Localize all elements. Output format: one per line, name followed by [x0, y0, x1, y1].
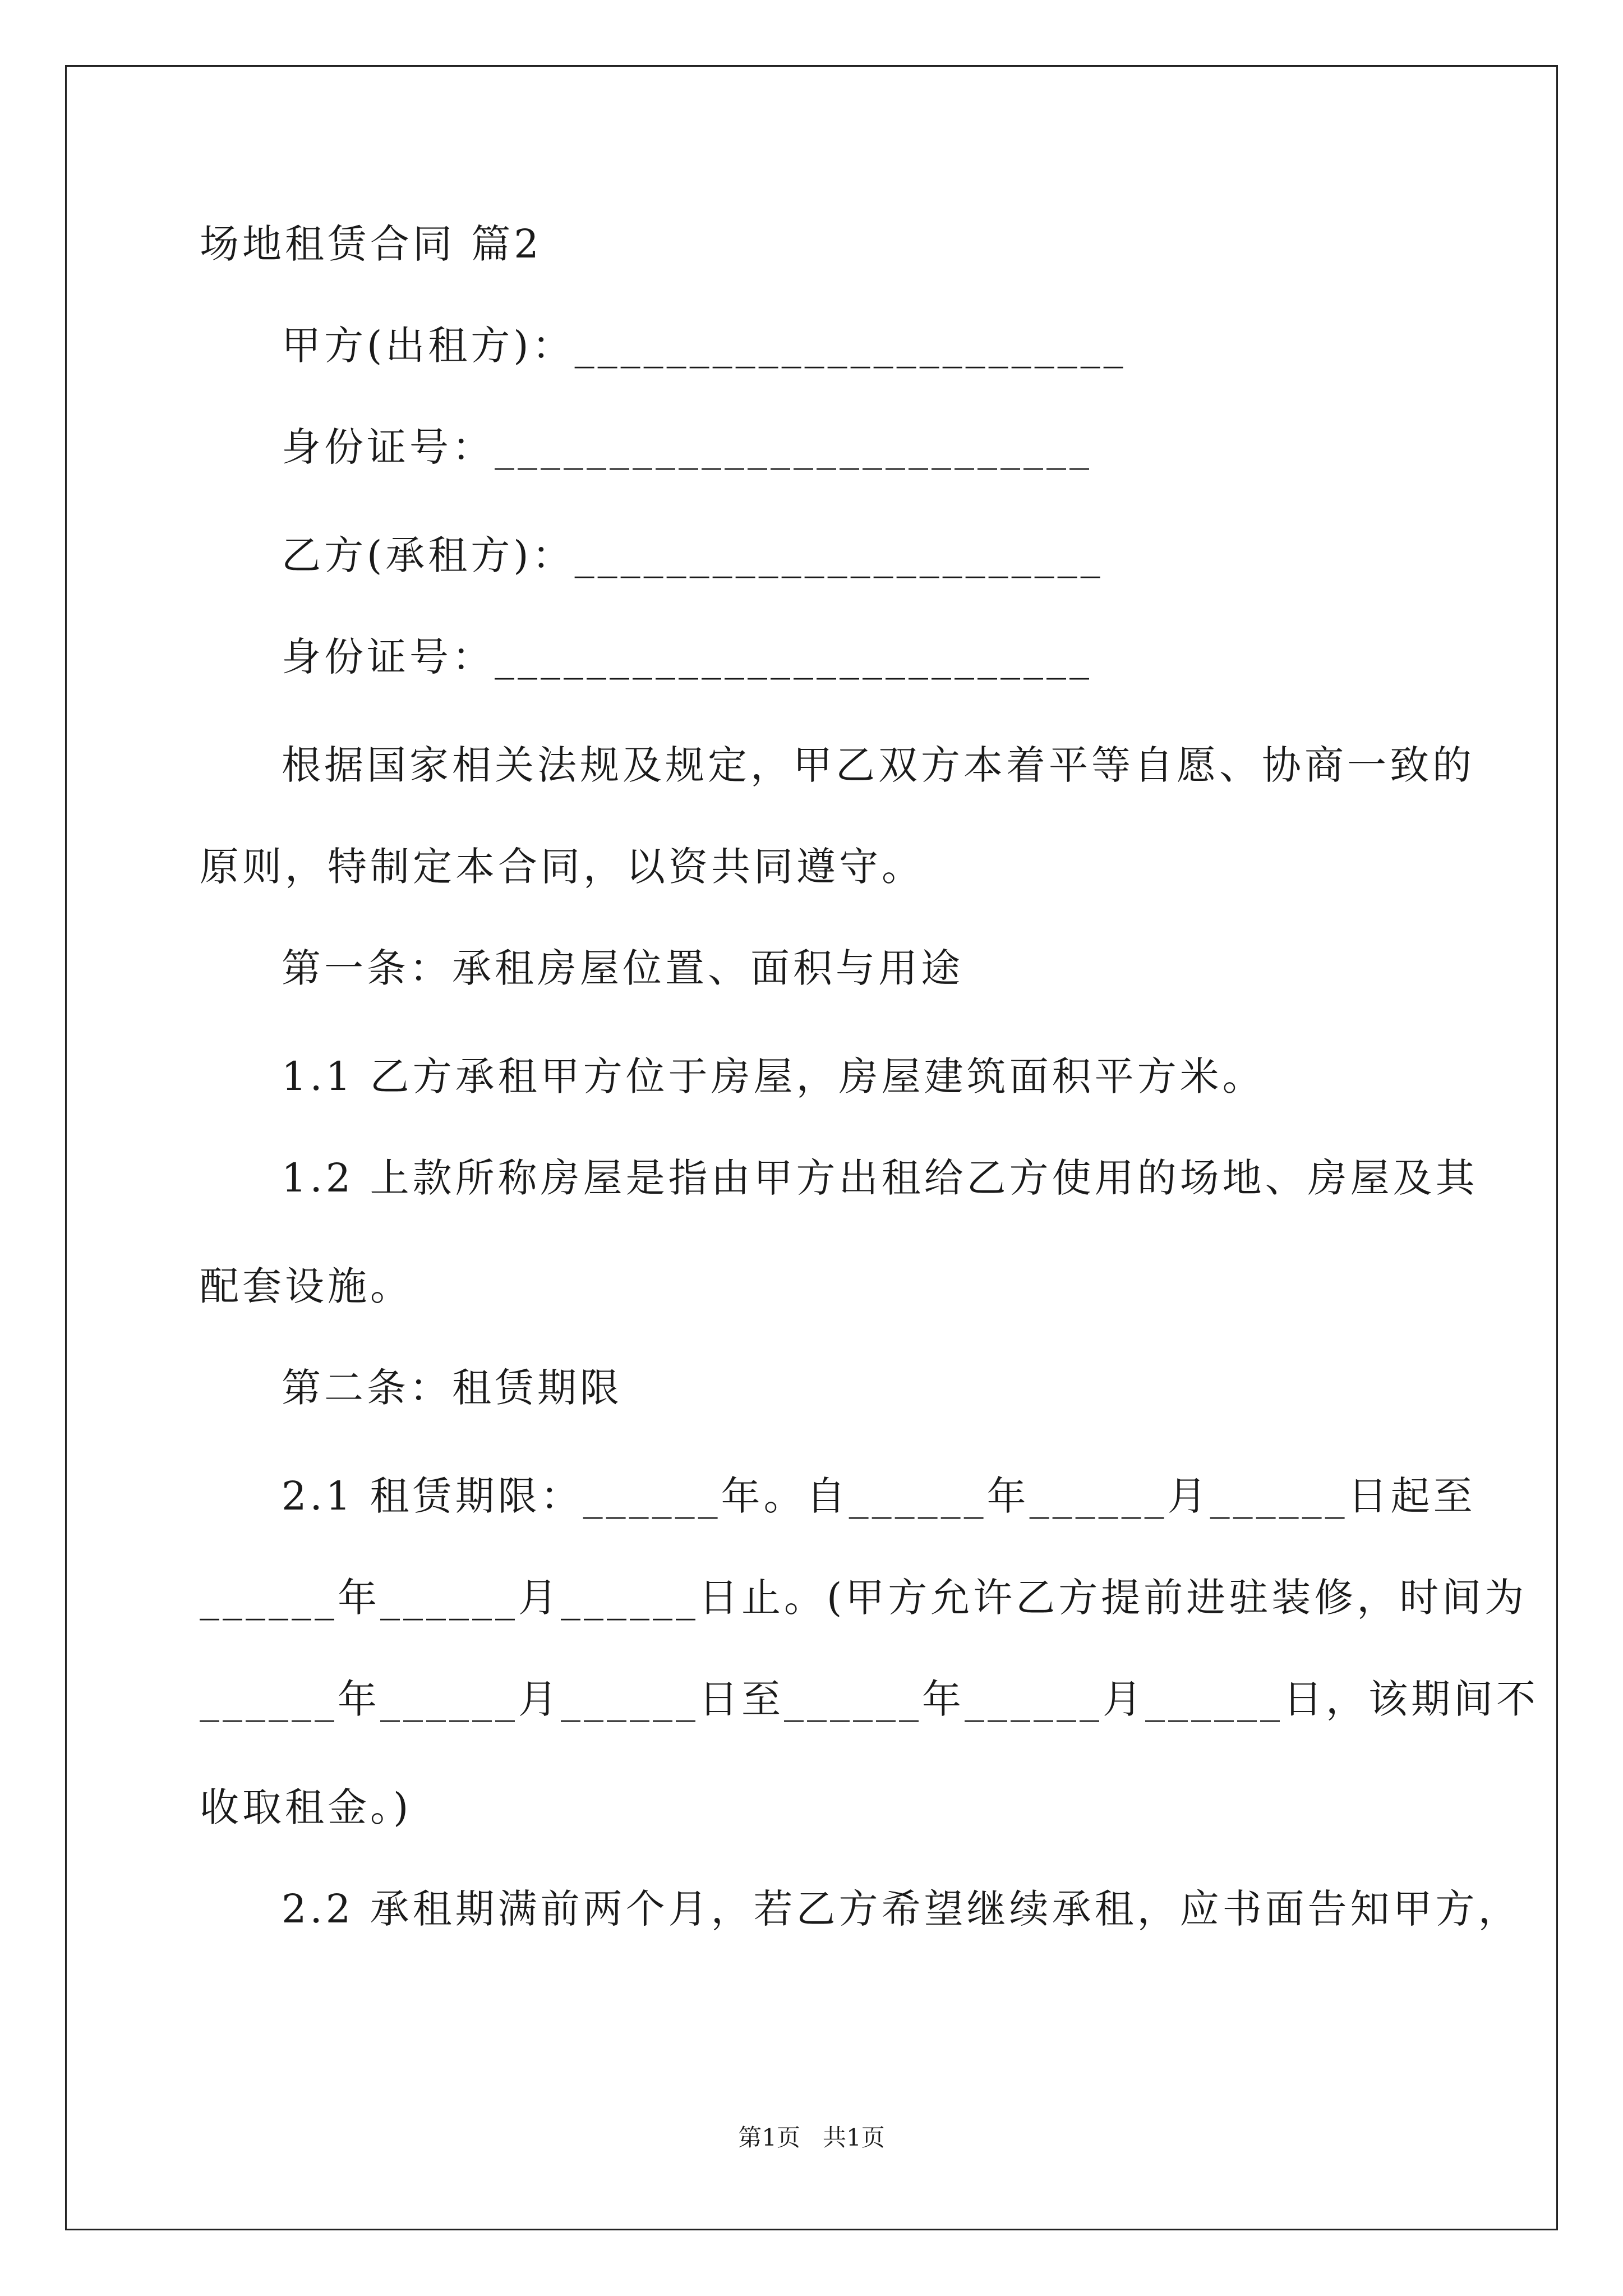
document-title: 场地租赁合同 篇2	[200, 221, 542, 267]
article-2-heading: 第二条：租赁期限	[282, 1365, 623, 1411]
party-b-line: 乙方(承租方)：_______________________	[282, 532, 1104, 578]
clause-2-1-line-3: ______年______月______日至______年______月______日，该期间不	[200, 1676, 1539, 1722]
article-1-heading: 第一条：承租房屋位置、面积与用途	[282, 945, 963, 991]
clause-2-2-line-1: 2.2 承租期满前两个月，若乙方希望继续承租，应书面告知甲方，	[282, 1886, 1521, 1932]
page-number-footer: 第1页 共1页	[738, 2124, 885, 2151]
clause-1-2-line-1: 1.2 上款所称房屋是指由甲方出租给乙方使用的场地、房屋及其	[282, 1155, 1478, 1201]
party-b-id-line: 身份证号：__________________________	[282, 634, 1092, 680]
document-body	[200, 221, 1539, 1932]
clause-2-1-line-4: 收取租金。)	[200, 1784, 412, 1830]
clause-2-1-line-2: ______年______月______日止。(甲方允许乙方提前进驻装修，时间为	[200, 1575, 1528, 1621]
clause-2-1-line-1: 2.1 租赁期限：______年。自______年______月______日起至	[282, 1473, 1476, 1519]
preamble-line-2: 原则，特制定本合同，以资共同遵守。	[200, 844, 924, 890]
party-a-line: 甲方(出租方)：________________________	[282, 323, 1127, 369]
preamble-line-1: 根据国家相关法规及规定，甲乙双方本着平等自愿、协商一致的	[282, 742, 1475, 788]
clause-1-2-line-2: 配套设施。	[200, 1263, 413, 1309]
clause-1-1: 1.1 乙方承租甲方位于房屋，房屋建筑面积平方米。	[282, 1053, 1265, 1099]
party-a-id-line: 身份证号：__________________________	[282, 424, 1092, 470]
